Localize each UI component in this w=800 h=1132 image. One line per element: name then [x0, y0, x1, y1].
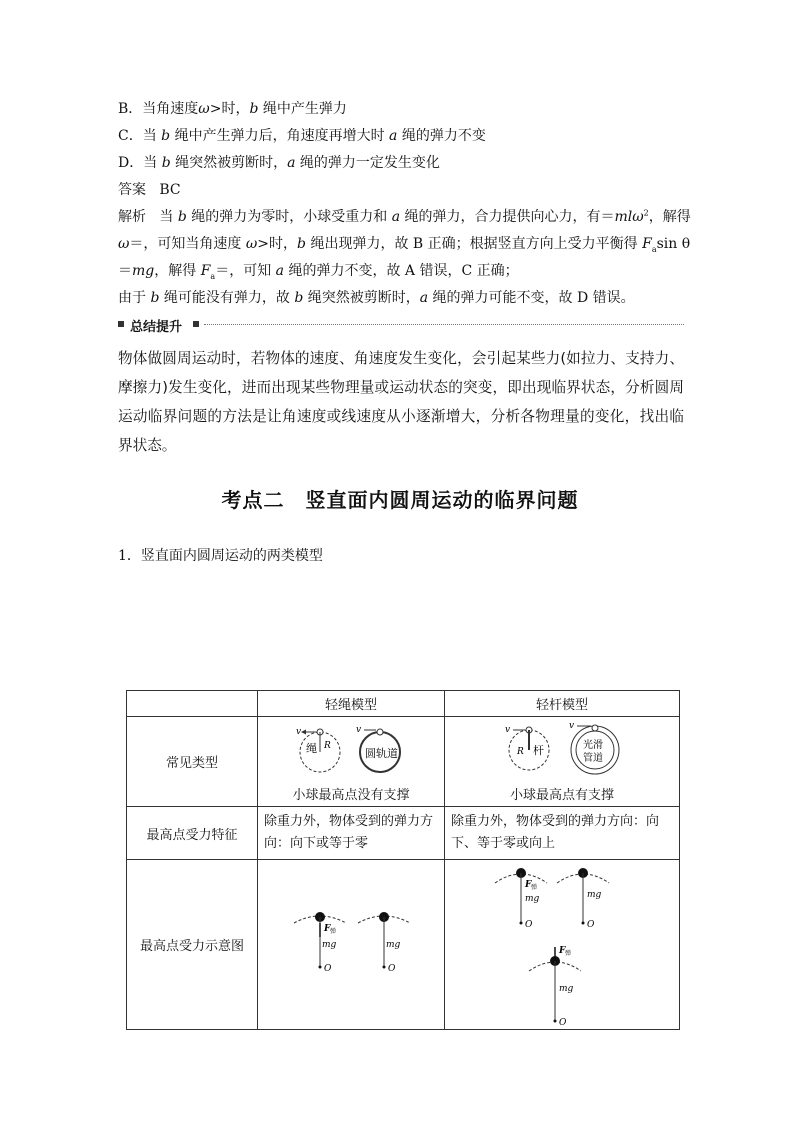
svg-text:R: R: [324, 741, 331, 751]
divider: [204, 324, 684, 325]
svg-text:mg: mg: [322, 939, 337, 950]
svg-text:O: O: [525, 919, 533, 930]
svg-text:F: F: [324, 923, 331, 934]
analysis-line-4: 由于 b 绳可能没有弹力，故 b 绳突然被剪断时，a 绳的弹力可能不变，故 D 错误。: [118, 290, 635, 306]
svg-text:圆轨道: 圆轨道: [365, 747, 398, 760]
rod-force-diagram-cell: [445, 860, 680, 1030]
answer: 答案 BC: [118, 182, 181, 198]
svg-text:管道: 管道: [583, 753, 603, 764]
svg-text:F: F: [559, 945, 566, 956]
svg-text:mg: mg: [587, 889, 602, 900]
header-rope-model: 轻绳模型: [258, 691, 445, 717]
bullet-square-icon: [118, 321, 124, 327]
row-label-force-diagram: 最高点受力示意图: [127, 860, 258, 1030]
option-d: D．当 b 绳突然被剪断时，a 绳的弹力一定发生变化: [118, 155, 440, 171]
svg-text:O: O: [388, 963, 396, 974]
analysis-line-3: ＝mg，解得 $F_a=$，可知 a 绳的弹力不变，故 A 错误，C 正确；: [118, 263, 519, 281]
rope-types-figure: [258, 720, 444, 780]
rope-force-diagram-cell: [258, 860, 445, 1030]
svg-text:v: v: [296, 727, 302, 737]
svg-text:v: v: [356, 725, 362, 735]
option-c: C．当 b 绳中产生弹力后，角速度再增大时 a 绳的弹力不变: [118, 128, 486, 144]
analysis-line-2: ω＝，可知当角速度 ω>时，b 绳出现弹力，故 B 正确；根据竖直方向上受力平衡得 $F_a\sin$ θ: [118, 236, 691, 254]
svg-text:O: O: [587, 919, 595, 930]
svg-text:v: v: [569, 721, 575, 731]
analysis-line-1: 解析 当 b 绳的弹力为零时，小球受重力和 a 绳的弹力，合力提供向心力，有＝mlω$^2$，解得: [118, 208, 691, 225]
header-rod-model: 轻杆模型: [445, 691, 680, 717]
models-table: [126, 690, 680, 1030]
summary-body: 物体做圆周运动时，若物体的速度、角速度发生变化，会引起某些力(如拉力、支持力、摩擦力)发生变化，进而出现某些物理量或运动状态的突变，即出现临界状态，分析圆周运动临界问题的方法是让角速度或线速度从小逐渐增大，分析各物理量的变化，找出临界状态。: [118, 350, 684, 454]
svg-text:弹: 弹: [330, 927, 337, 935]
rod-force-feature: 除重力外，物体受到的弹力方向：向下、等于零或向上: [445, 807, 680, 860]
rod-force-diagram: [445, 861, 679, 1029]
rope-types-cell: [258, 717, 445, 807]
svg-text:O: O: [559, 1017, 567, 1028]
bullet-square-icon: [193, 321, 199, 327]
svg-text:F: F: [525, 879, 532, 890]
row-label-force-features: 最高点受力特征: [127, 807, 258, 860]
rod-types-figure: [445, 720, 679, 780]
svg-text:杆: 杆: [533, 744, 544, 757]
svg-text:O: O: [324, 963, 332, 974]
rope-force-feature: 除重力外，物体受到的弹力方向：向下或等于零: [258, 807, 445, 860]
svg-text:v: v: [505, 725, 511, 735]
option-b: B．当角速度ω>时，b 绳中产生弹力: [118, 101, 347, 117]
svg-text:弹: 弹: [565, 949, 572, 957]
svg-text:弹: 弹: [531, 883, 538, 891]
rope-force-diagram: [258, 861, 444, 1029]
svg-text:光滑: 光滑: [583, 740, 603, 751]
svg-text:绳: 绳: [306, 742, 317, 755]
svg-text:mg: mg: [525, 893, 540, 904]
row-label-common-types: 常见类型: [127, 717, 258, 807]
svg-text:R: R: [517, 747, 524, 757]
rod-types-cell: [445, 717, 680, 807]
summary-heading: 总结提升: [118, 316, 684, 334]
rope-types-caption: 小球最高点没有支撑: [292, 788, 410, 803]
section-title: 考点二 竖直面内圆周运动的临界问题: [221, 488, 579, 512]
table-corner: [127, 691, 258, 717]
rod-types-caption: 小球最高点有支撑: [509, 788, 614, 803]
svg-text:mg: mg: [386, 939, 401, 950]
svg-text:mg: mg: [559, 983, 574, 994]
subsection-title: 1．竖直面内圆周运动的两类模型: [118, 548, 323, 564]
